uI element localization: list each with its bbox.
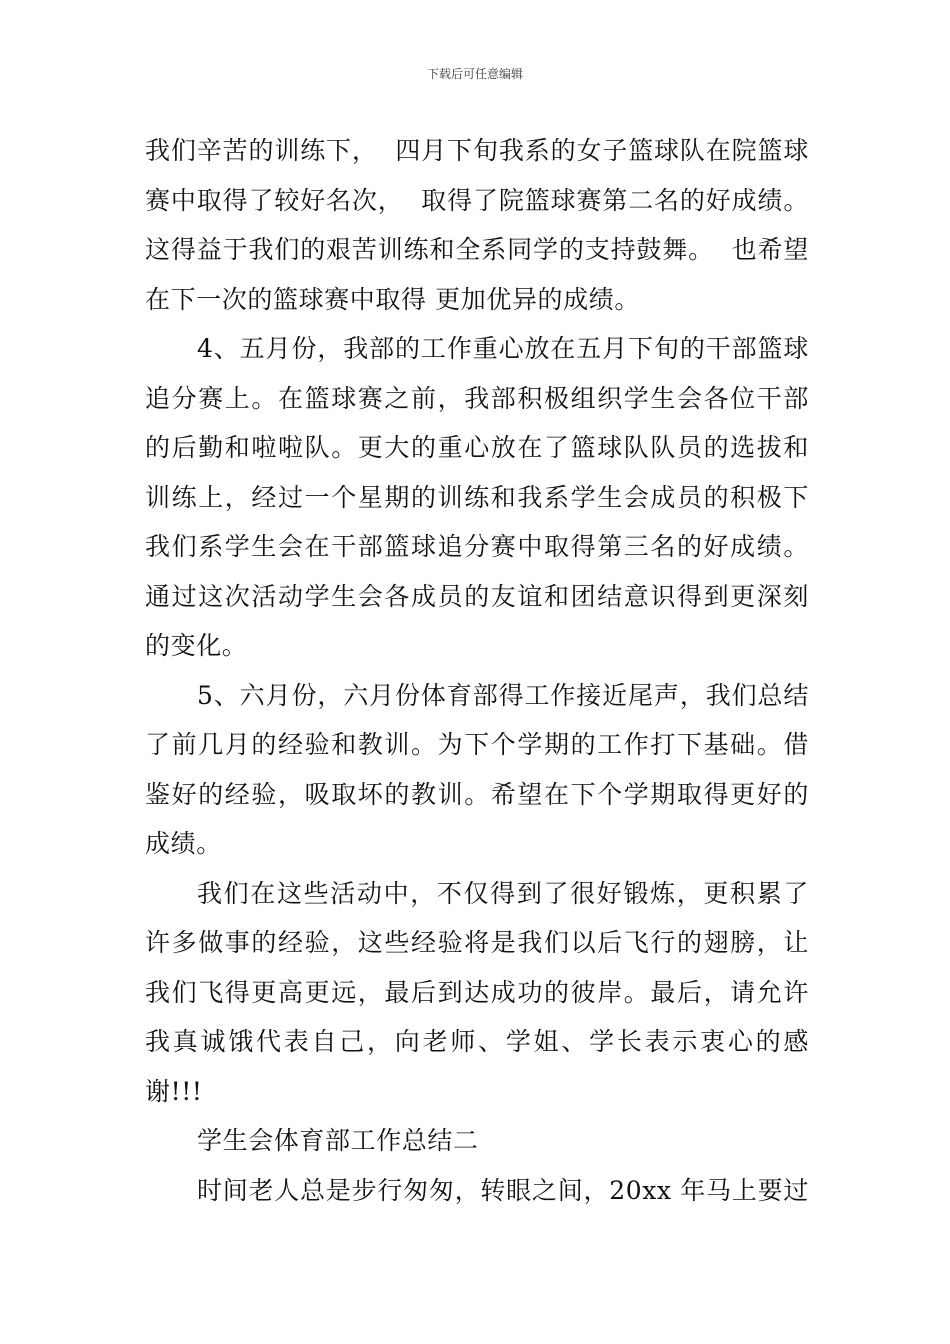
text-line: 了前几月的经验和教训。为下个学期的工作打下基础。借 bbox=[145, 730, 809, 759]
section-heading: 学生会体育部工作总结二 bbox=[197, 1126, 479, 1155]
text-line: 我们系学生会在干部篮球追分赛中取得第三名的好成绩。 bbox=[145, 532, 809, 561]
document-body bbox=[145, 126, 809, 1215]
paragraph-start-line: 时间老人总是步行匆匆，转眼之间，20xx 年马上要过 bbox=[197, 1175, 809, 1205]
text-line: 我真诚饿代表自己，向老师、学姐、学长表示衷心的感 bbox=[145, 1027, 809, 1056]
text-line: 赛中取得了较好名次， 取得了院篮球赛第二名的好成绩。 bbox=[145, 185, 809, 215]
paragraph-start-line: 4、五月份，我部的工作重心放在五月下旬的干部篮球 bbox=[197, 334, 809, 363]
text-line: 许多做事的经验，这些经验将是我们以后飞行的翅膀，让 bbox=[145, 928, 809, 957]
text-line: 的变化。 bbox=[145, 631, 248, 660]
text-line: 在下一次的篮球赛中取得 更加优异的成绩。 bbox=[145, 284, 640, 314]
page-header: 下载后可任意编辑 bbox=[426, 67, 523, 81]
text-line: 追分赛上。在篮球赛之前，我部积极组织学生会各位干部 bbox=[145, 383, 809, 413]
paragraph-start-line: 我们在这些活动中，不仅得到了很好锻炼，更积累了 bbox=[197, 878, 809, 908]
text-line: 成绩。 bbox=[145, 829, 222, 858]
text-line: 我们飞得更高更远，最后到达成功的彼岸。最后，请允许 bbox=[145, 977, 809, 1007]
text-line: 鉴好的经验，吸取坏的教训。希望在下个学期取得更好的 bbox=[145, 779, 809, 809]
text-line: 通过这次活动学生会各成员的友谊和团结意识得到更深刻 bbox=[145, 581, 809, 611]
text-line: 训练上，经过一个星期的训练和我系学生会成员的积极下 bbox=[145, 482, 809, 512]
paragraph-start-line: 5、六月份，六月份体育部得工作接近尾声，我们总结 bbox=[197, 680, 809, 710]
text-line: 这得益于我们的艰苦训练和全系同学的支持鼓舞。 也希望 bbox=[145, 235, 809, 264]
text-line: 的后勤和啦啦队。更大的重心放在了篮球队队员的选拔和 bbox=[145, 433, 809, 462]
text-line: 我们辛苦的训练下， 四月下旬我系的女子篮球队在院篮球 bbox=[145, 136, 809, 165]
text-line: 谢!!! bbox=[145, 1076, 203, 1106]
